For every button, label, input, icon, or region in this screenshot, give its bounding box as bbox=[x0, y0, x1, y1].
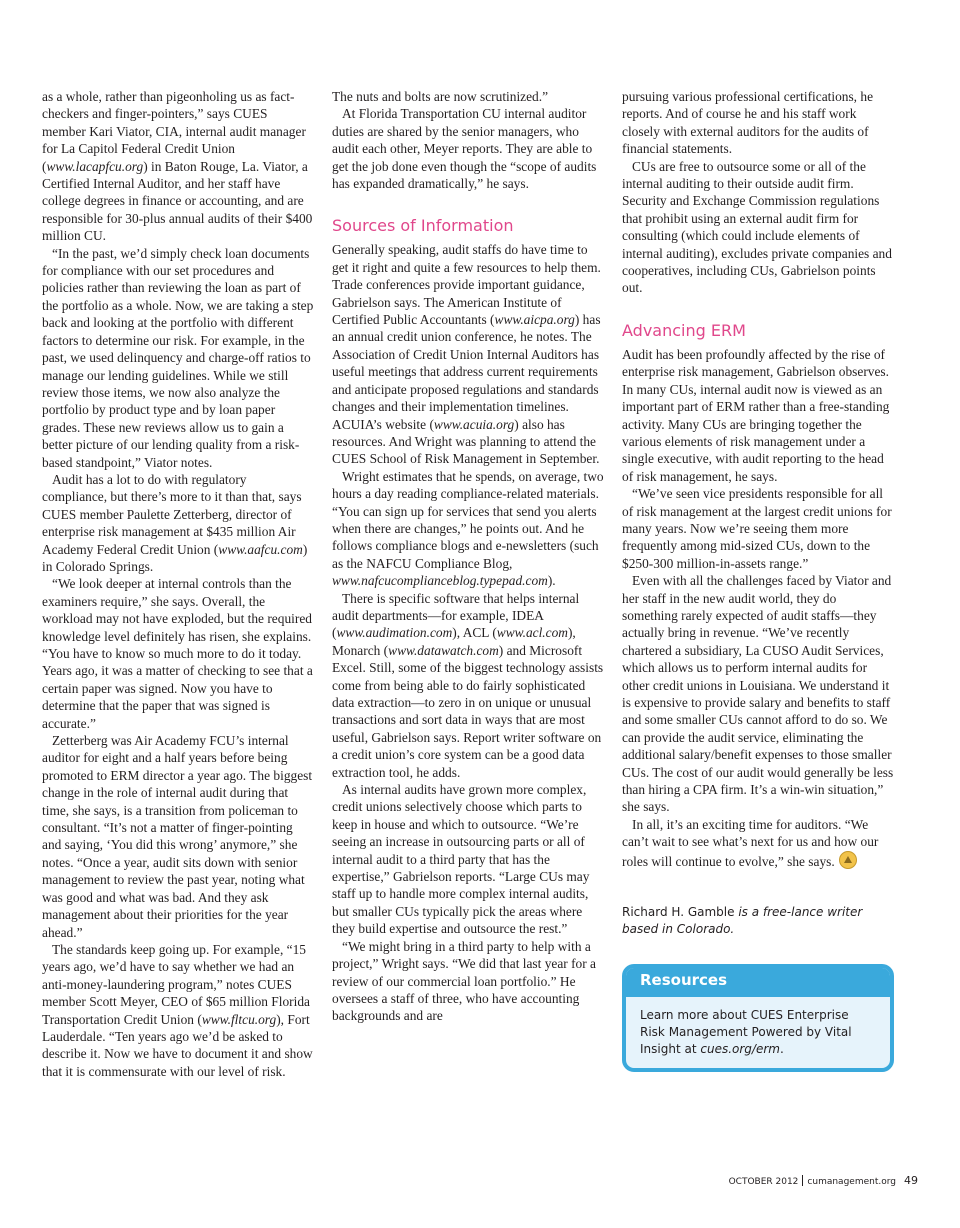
link-nafcu-blog[interactable]: www.nafcucomplianceblog.typepad.com bbox=[332, 573, 548, 589]
paragraph: At Florida Transportation CU internal auditor duties are shared by the senior managers, who audit each other, Meyer reports. They are able to get the job done even though the “scope of audits has expanded dramatically,” he says. bbox=[332, 106, 597, 192]
article-column-3 bbox=[622, 88, 894, 1072]
footer-divider bbox=[802, 1175, 803, 1186]
author-bio: is a free-lance writer based in Colorado. bbox=[622, 905, 863, 937]
page-number: 49 bbox=[904, 1174, 918, 1187]
author-byline bbox=[622, 904, 894, 938]
page-footer bbox=[712, 1174, 918, 1187]
paragraph: Generally speaking, audit staffs do have time to get it right and quite a few resources to help them. Trade conferences provide important guidance, Gabrielson says. The American Institute of Certified Public Accountants (www.aicpa.org) has an annual credit union conference, he notes. The Association of Credit Union Internal Auditors has useful meetings that address current requirements and anticipate proposed regulations and standards changes and their implementation timelines. ACUIA’s website (www.acuia.org) also has resources. And Wright was planning to attend the CUES School of Risk Management in September. bbox=[332, 242, 601, 467]
paragraph: There is specific software that helps internal audit departments—for example, IDEA (www.audimation.com), ACL (www.acl.com), Monarch (www.datawatch.com) and Microsoft Excel. Still, some of the biggest technology assists come from being able to do fairly sophisticated data extraction—to zero in on unique or unusual transactions and sort data in ways that are most useful, Gabrielson says. Report writer software on a credit union’s core system can be a good data extraction tool, he adds. bbox=[332, 590, 604, 780]
resources-title: Resources bbox=[626, 968, 890, 997]
paragraph: Audit has a lot to do with regulatory compliance, but there’s more to it than that, says CUES member Paulette Zetterberg, director of enterprise risk management at $435 million Air Academy Federal Credit Union (www.aafcu.com) in Colorado Springs. bbox=[42, 471, 308, 574]
link-acuia[interactable]: www.acuia.org bbox=[433, 416, 515, 432]
section-heading-sources: Sources of Information bbox=[332, 216, 514, 236]
paragraph: The nuts and bolts are now scrutinized.” bbox=[332, 89, 549, 104]
paragraph: “We’ve seen vice presidents responsible for all of risk management at the largest credit unions for many years. Now we’re seeing them more frequently among mid-sized CUs, down to the $250-300 million-in-assets range.” bbox=[622, 486, 892, 571]
link-datawatch[interactable]: www.datawatch.com bbox=[388, 642, 499, 658]
article-column-1 bbox=[42, 88, 314, 1080]
resources-box bbox=[622, 964, 894, 1072]
paragraph: Even with all the challenges faced by Viator and her staff in the new audit world, they do something rarely expected of audit staffs—they actually bring in revenue. “We’ve recently chartered a subsidiary, La CUSO Audit Services, which allows us to perform internal audits for other credit unions in Louisiana. We understand it is expensive to provide salary and benefits to staff and some smaller CUs cannot afford to do so. We can provide the audit service, eliminating the additional salary/benefit expenses to those smaller CUs. The cost of our audit would generally be less than hiring a CPA firm. It’s a win-win situation,” she says. bbox=[622, 573, 894, 815]
issue-date: OCTOBER 2012 bbox=[728, 1177, 799, 1187]
paragraph: The standards keep going up. For example, “15 years ago, we’d have to say whether we had an anti-money-laundering program,” notes CUES member Scott Meyer, CEO of $65 million Florida Transportation Credit Union (www.fltcu.org), Fort Lauderdale. “Ten years ago we’d be asked to describe it. Now we have to document it and show that it is commensurate with our level of risk. bbox=[42, 941, 313, 1079]
link-aafcu[interactable]: www.aafcu.com bbox=[218, 541, 303, 557]
paragraph: Wright estimates that he spends, on average, two hours a day reading compliance-related materials. “You can sign up for services that send you alerts when there are changes,” he points out. And he follows compliance blogs and e-newsletters (such as the NAFCU Compliance Blog, www.nafcucomplianceblog.typepad.com). bbox=[332, 468, 604, 589]
link-fltcu[interactable]: www.fltcu.org bbox=[201, 1011, 277, 1027]
website[interactable]: cumanagement.org bbox=[807, 1177, 896, 1187]
section-heading-erm: Advancing ERM bbox=[622, 320, 746, 340]
paragraph: pursuing various professional certifications, he reports. And of course he and his staff work closely with external auditors for the audits of financial statements. bbox=[622, 89, 874, 157]
link-lacapfcu[interactable]: www.lacapfcu.org bbox=[46, 158, 144, 174]
paragraph: As internal audits have grown more complex, credit unions selectively choose which parts to keep in house and which to outsource. “We’re seeing an increase in outsourcing parts or all of internal audit to a third party that has the expertise,” Gabrielson reports. “Large CUs may staff up to handle more complex internal audits, but smaller CUs typically pick the areas where they build expertise and outsource the rest.” bbox=[332, 782, 590, 937]
paragraph: CUs are free to outsource some or all of the internal auditing to their outside audit firm. Security and Exchange Commission regulations that prohibit using an external audit firm for consulting (which could include elements of internal auditing), excludes private companies and cooperatives, including CUs, Gabrielson points out. bbox=[622, 158, 892, 296]
link-cues-erm[interactable]: cues.org/erm bbox=[700, 1042, 780, 1057]
paragraph: Audit has been profoundly affected by the rise of enterprise risk management, Gabrielson observes. In many CUs, internal audit now is viewed as an important part of ERM rather than a free-standing activity. Many CUs are bringing together the various elements of risk management under a single executive, with audit reporting to the head of risk management, he says. bbox=[622, 346, 890, 484]
link-acl[interactable]: www.acl.com bbox=[496, 625, 568, 641]
paragraph: Zetterberg was Air Academy FCU’s internal auditor for eight and a half years before being promoted to ERM director a year ago. The biggest change in the role of internal audit during that time, she says, is a transition from policeman to consultant. “It’s not a matter of finger-pointing and saying, ‘You did this wrong’ anymore,” she notes. “Once a year, audit sits down with senior management to review the past year, noting what was good and what was bad. And they ask management about their priorities for the year ahead.” bbox=[42, 733, 313, 940]
paragraph: In all, it’s an exciting time for auditors. “We can’t wait to see what’s next for us and how our roles will continue to evolve,” she says. bbox=[622, 816, 879, 869]
paragraph: “We look deeper at internal controls than the examiners require,” she says. Overall, the workload may not have exploded, but the required knowledge level definitely has risen, she explains. “You have to know so much more to do it today. Years ago, it was a matter of checking to see that a certain paper was signed. Now you have to determine that the paper that was signed is accurate.” bbox=[42, 576, 313, 731]
paragraph: as a whole, rather than pigeonholing us as fact-checkers and finger-pointers,” says CUES member Kari Viator, CIA, internal audit manager for La Capitol Federal Credit Union (www.lacapfcu.org) in Baton Rouge, La. Viator, a Certified Internal Auditor, and her staff have college degrees in finance or accounting, and are responsible for 30-plus annual audits of their $400 million CU. bbox=[42, 89, 313, 244]
article-column-2 bbox=[332, 88, 604, 1025]
end-of-article-icon bbox=[839, 851, 857, 869]
link-aicpa[interactable]: www.aicpa.org bbox=[494, 312, 575, 328]
resources-body: Learn more about CUES Enterprise Risk Management Powered by Vital Insight at cues.org/erm. bbox=[640, 1008, 852, 1057]
paragraph: “We might bring in a third party to help with a project,” Wright says. “We did that last year for a review of our commercial loan portfolio.” He oversees a staff of three, who have accounting backgrounds and are bbox=[332, 938, 596, 1024]
author-name: Richard H. Gamble bbox=[622, 905, 735, 920]
link-audimation[interactable]: www.audimation.com bbox=[336, 625, 453, 641]
paragraph: “In the past, we’d simply check loan documents for compliance with our set procedures and policies rather than reviewing the loan as part of the portfolio as a whole. Now, we are taking a step back and looking at the portfolio with different factors to determine our risk. For example, in the past, we used delinquency and charge-off ratios to manage our lending guidelines. While we still review those items, we now also analyze the portfolio by product type and by loan paper grades. These new reviews allow us to gain a better picture of our lending quality from a risk-based standpoint,” Viator notes. bbox=[42, 245, 314, 470]
